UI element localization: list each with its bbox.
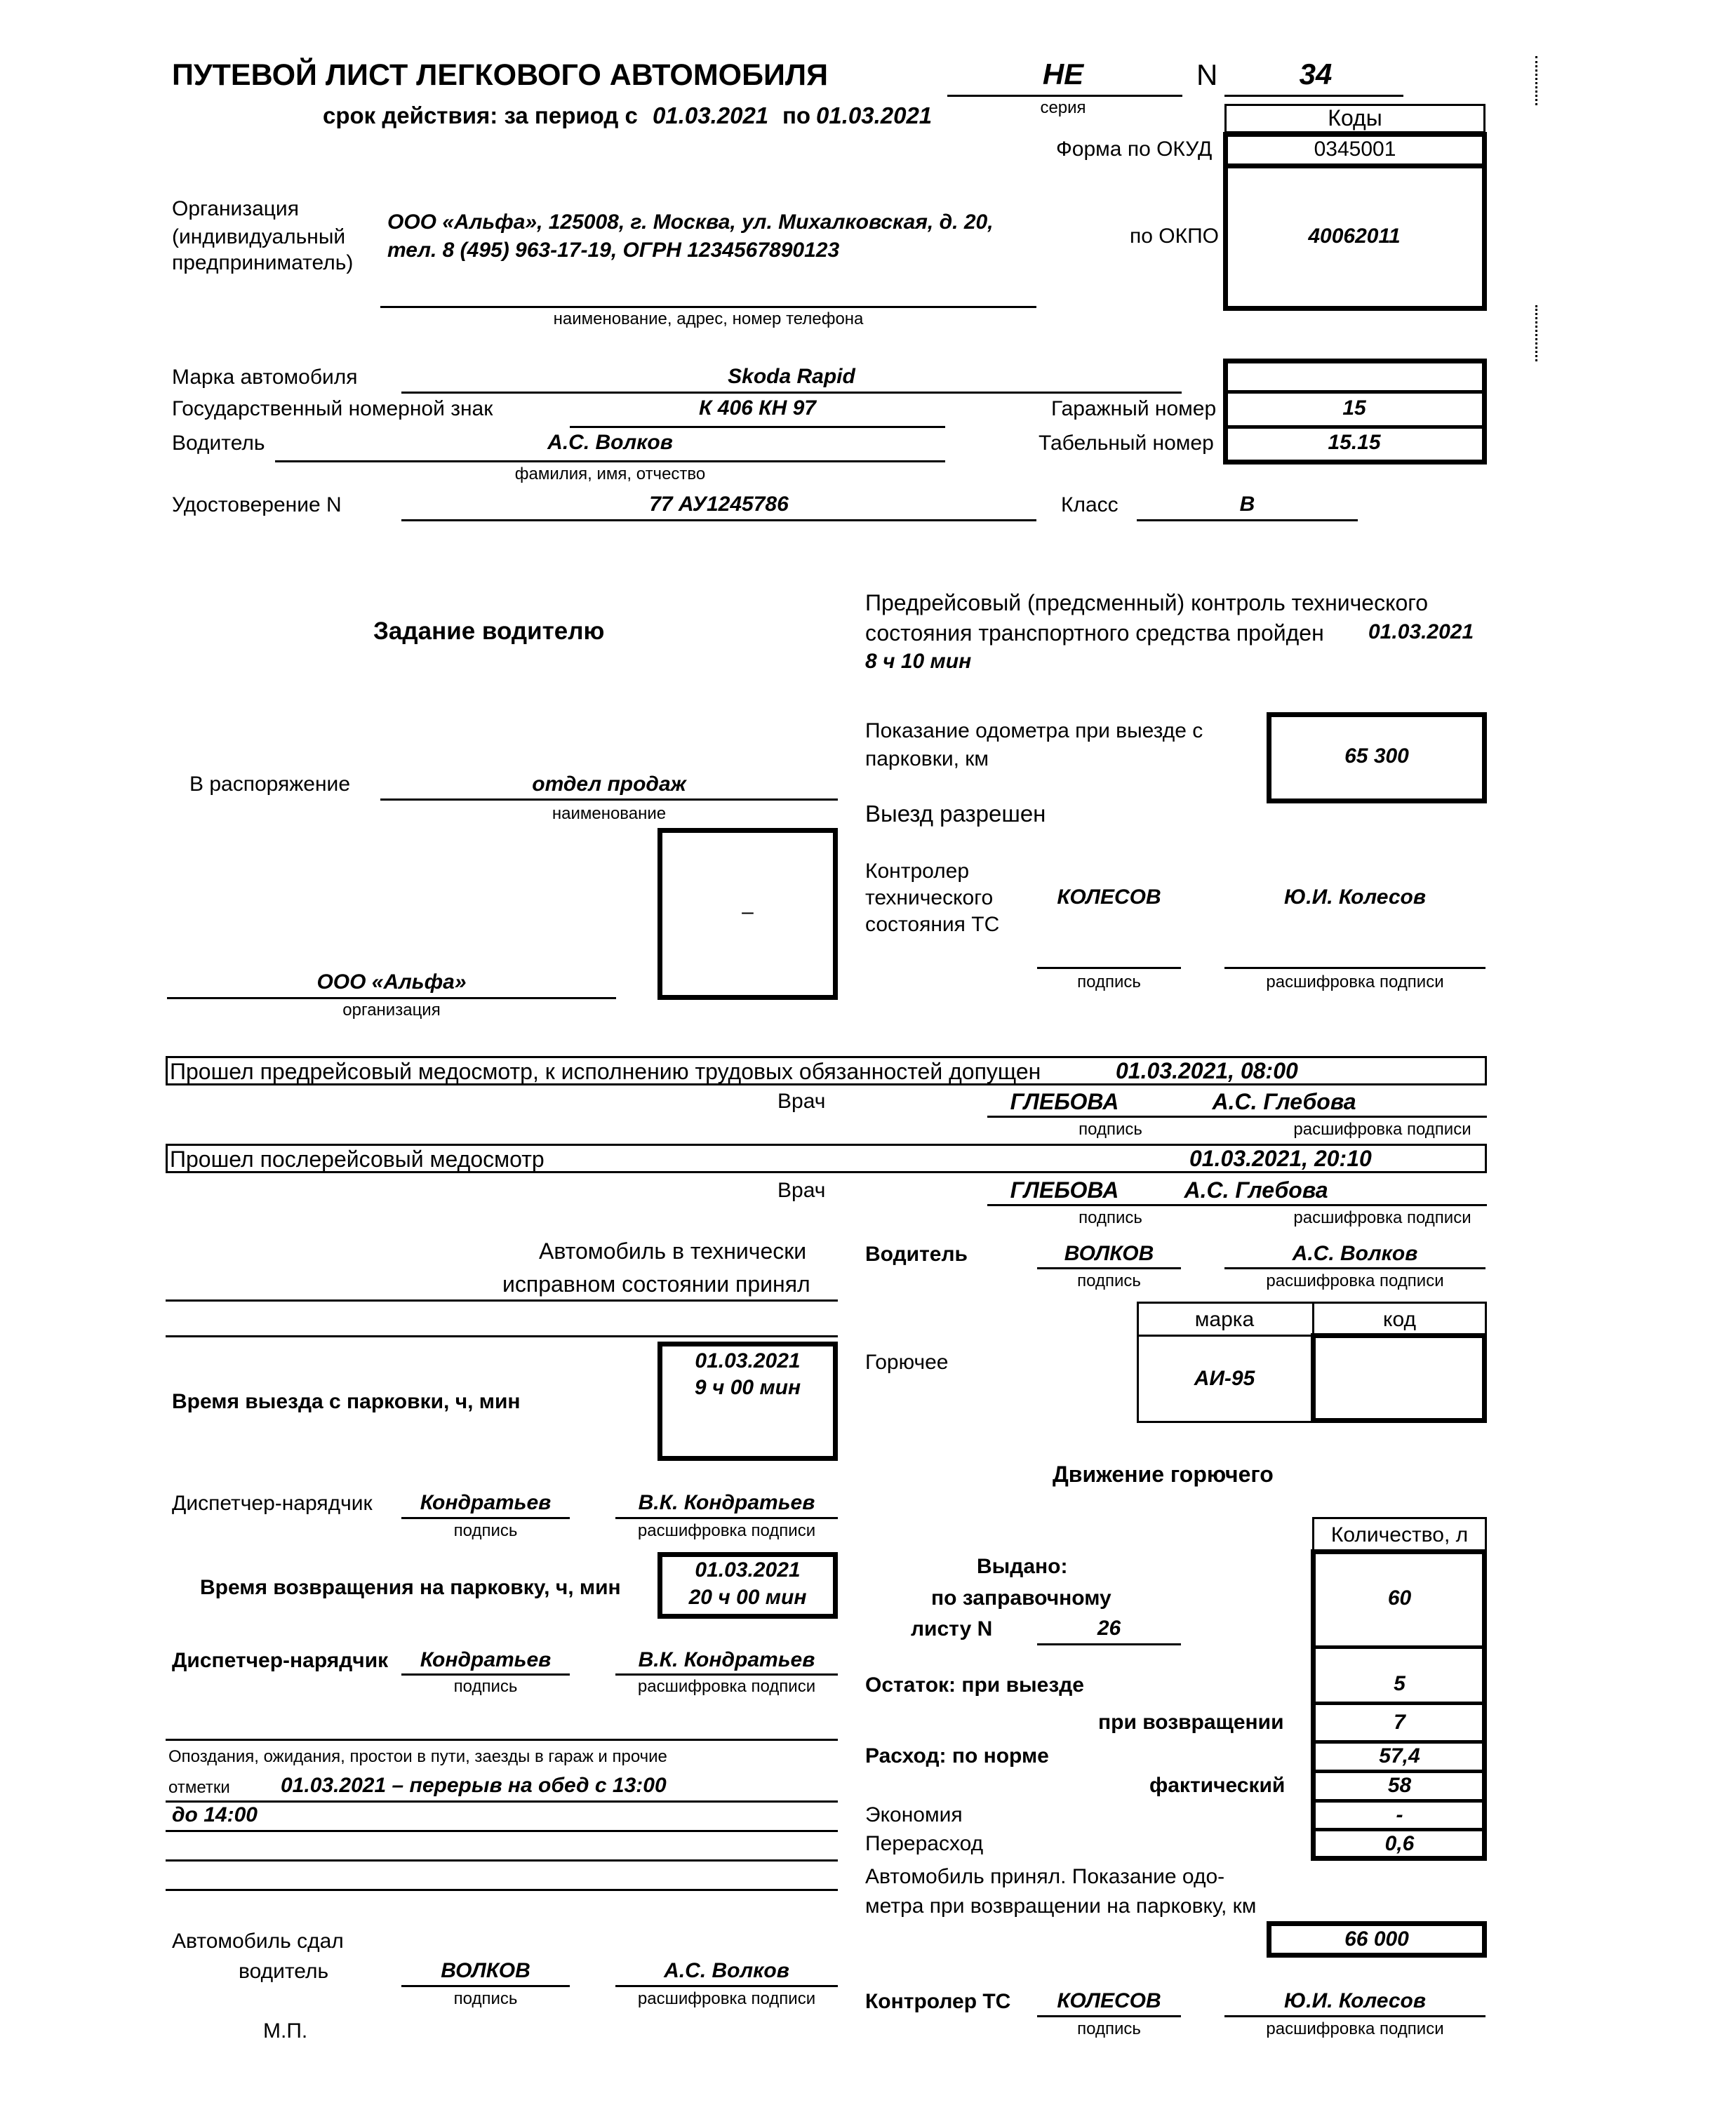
task-org-caption: организация [342, 1001, 441, 1020]
validity-label: срок действия: за период с [323, 102, 638, 128]
series-value: НЕ [1042, 58, 1084, 91]
margin-mark-top [1535, 56, 1537, 105]
odometer-label-1: Показание одометра при выезде с [865, 719, 1203, 742]
post-doctor-name-line [1187, 1204, 1487, 1206]
qty-divider-1 [1311, 1645, 1487, 1649]
notes-text-2: до 14:00 [172, 1803, 258, 1826]
vehicle-codes-divider-2 [1223, 425, 1487, 429]
driver-value: А.С. Волков [547, 431, 673, 454]
vehicle-codes-divider-1 [1223, 390, 1487, 394]
pre-medical-datetime: 01.03.2021, 08:00 [1116, 1058, 1298, 1083]
tab-label: Табельный номер [1039, 432, 1214, 455]
final-controller-sig-line [1037, 2015, 1181, 2017]
plate-label: Государственный номерной знак [172, 397, 493, 420]
acceptance-driver-name: А.С. Волков [1292, 1242, 1418, 1265]
notes-line-1 [166, 1800, 838, 1803]
rest-return-value: 7 [1394, 1711, 1406, 1734]
post-medical-datetime: 01.03.2021, 20:10 [1189, 1146, 1372, 1171]
class-line [1137, 519, 1358, 521]
return-name-line [615, 1673, 838, 1676]
post-doctor-signature: ГЛЕБОВА [1010, 1177, 1119, 1203]
precheck-text-2: состояния транспортного средства пройден [865, 620, 1324, 646]
acceptance-sig-caption: подпись [1077, 1271, 1141, 1290]
controller-label-2: технического [865, 886, 994, 909]
acceptance-driver-signature: ВОЛКОВ [1064, 1242, 1154, 1265]
date-to: 01.03.2021 [816, 102, 933, 128]
controller-name-caption: расшифровка подписи [1266, 973, 1444, 991]
precheck-text-1: Предрейсовый (предсменный) контроль технического [865, 590, 1428, 615]
post-medical-text: Прошел послерейсовый медосмотр [170, 1147, 545, 1172]
to-label: по [782, 102, 811, 128]
return-name-caption: расшифровка подписи [637, 1677, 816, 1696]
overrun-value: 0,6 [1384, 1832, 1415, 1855]
notes-top-line [166, 1739, 838, 1741]
handed-label-1: Автомобиль сдал [172, 1930, 344, 1953]
final-driver-name: А.С. Волков [664, 1959, 789, 1982]
notes-line-2 [166, 1830, 838, 1832]
return-date: 01.03.2021 [695, 1558, 801, 1582]
task-org-line [167, 997, 616, 999]
codes-title: Коды [1328, 105, 1382, 131]
garage-value: 15 [1342, 396, 1366, 420]
okpo-label: по ОКПО [1130, 225, 1219, 248]
handed-label-2: водитель [239, 1960, 329, 1983]
odometer-value: 65 300 [1344, 744, 1409, 768]
post-doctor-label: Врач [777, 1179, 826, 1202]
norm-value: 57,4 [1379, 1744, 1420, 1767]
disposal-line [380, 798, 838, 801]
org-caption: наименование, адрес, номер телефона [553, 309, 864, 328]
post-doctor-name-caption: расшифровка подписи [1293, 1208, 1471, 1227]
final-controller-name-line [1224, 2015, 1485, 2017]
org-line-1: ООО «Альфа», 125008, г. Москва, ул. Михалковская, д. 20, [387, 210, 994, 234]
odometer-return-value: 66 000 [1344, 1927, 1409, 1951]
qty-divider-2 [1311, 1702, 1487, 1705]
brand-value: Skoda Rapid [728, 365, 855, 388]
controller-name: Ю.И. Колесов [1284, 886, 1426, 909]
task-org-value: ООО «Альфа» [316, 970, 467, 994]
org-underline [380, 306, 1036, 308]
acceptance-sig-line [1037, 1267, 1181, 1269]
pre-doctor-name-line [1187, 1116, 1487, 1118]
actual-label: фактический [1149, 1774, 1286, 1797]
class-value: В [1239, 493, 1255, 516]
final-controller-sig-caption: подпись [1077, 2019, 1141, 2038]
qty-divider-5 [1311, 1799, 1487, 1803]
rest-departure-value: 5 [1394, 1672, 1406, 1695]
notes-line-3 [166, 1859, 838, 1862]
org-label-3: предприниматель) [172, 251, 354, 274]
page-title: ПУТЕВОЙ ЛИСТ ЛЕГКОВОГО АВТОМОБИЛЯ [172, 58, 828, 92]
departure-sig-line [401, 1517, 570, 1519]
final-controller-signature: КОЛЕСОВ [1057, 1989, 1161, 2012]
plate-line [570, 426, 945, 428]
fuel-movement-title: Движение горючего [1053, 1462, 1274, 1487]
departure-sig-caption: подпись [453, 1521, 518, 1540]
fuel-label: Горючее [865, 1351, 949, 1374]
fuel-brand-header: марка [1194, 1308, 1255, 1331]
return-time: 20 ч 00 мин [688, 1586, 807, 1609]
post-doctor-sig-line [987, 1204, 1187, 1206]
qty-divider-3 [1311, 1740, 1487, 1744]
qty-divider-4 [1311, 1770, 1487, 1773]
okud-label: Форма по ОКУД [1056, 138, 1213, 161]
controller-sig-caption: подпись [1077, 973, 1141, 991]
acceptance-text-2: исправном состоянии принял [502, 1271, 810, 1297]
return-dispatcher-name: В.К. Кондратьев [638, 1648, 815, 1671]
disposal-caption: наименование [552, 804, 667, 823]
task-box-value: – [742, 900, 754, 923]
stamp-label: М.П. [263, 2019, 308, 2043]
license-line [401, 519, 1036, 521]
disposal-label: В распоряжение [189, 773, 350, 796]
license-value: 77 АУ1245786 [649, 493, 789, 516]
driver-line [275, 460, 945, 462]
departure-dispatcher-name: В.К. Кондратьев [638, 1491, 815, 1514]
overrun-label: Перерасход [865, 1832, 984, 1855]
final-driver-sig-caption: подпись [453, 1989, 518, 2008]
final-controller-name: Ю.И. Колесов [1284, 1989, 1426, 2012]
issued-label-2: по заправочному [931, 1586, 1111, 1610]
controller-label-1: Контролер [865, 860, 970, 883]
final-controller-label: Контролер ТС [865, 1990, 1011, 2013]
departure-label: Время выезда с парковки, ч, мин [172, 1390, 521, 1413]
controller-sig-line [1037, 967, 1181, 969]
task-title: Задание водителю [373, 617, 605, 645]
pre-doctor-name: А.С. Глебова [1212, 1089, 1356, 1114]
final-controller-name-caption: расшифровка подписи [1266, 2019, 1444, 2038]
issued-label-1: Выдано: [977, 1555, 1068, 1578]
pre-medical-text: Прошел предрейсовый медосмотр, к исполнению трудовых обязанностей допущен [170, 1059, 1041, 1084]
tab-value: 15.15 [1328, 431, 1381, 454]
garage-label: Гаражный номер [1051, 397, 1217, 420]
pre-doctor-sig-line [987, 1116, 1187, 1118]
precheck-time: 8 ч 10 мин [865, 650, 972, 673]
brand-label: Марка автомобиля [172, 366, 358, 389]
okpo-value: 40062011 [1308, 225, 1401, 248]
return-sig-caption: подпись [453, 1677, 518, 1696]
issued-label-3: листу N [911, 1617, 993, 1640]
plate-value: К 406 КН 97 [699, 396, 816, 420]
final-driver-sig-line [401, 1985, 570, 1987]
fuel-code-header: код [1383, 1308, 1416, 1331]
acceptance-name-caption: расшифровка подписи [1266, 1271, 1444, 1290]
driver-caption: фамилия, имя, отчество [514, 465, 706, 483]
accepted-text-1: Автомобиль принял. Показание одо- [865, 1865, 1225, 1888]
notes-label-2: отметки [168, 1778, 230, 1797]
actual-value: 58 [1387, 1774, 1412, 1797]
qty-divider-6 [1311, 1828, 1487, 1831]
rest-departure-label: Остаток: при выезде [865, 1673, 1084, 1697]
accepted-text-2: метра при возвращении на парковку, км [865, 1894, 1257, 1918]
post-doctor-sig-caption: подпись [1079, 1208, 1142, 1227]
series-line [947, 95, 1182, 97]
departure-name-line [615, 1517, 838, 1519]
economy-label: Экономия [865, 1803, 963, 1826]
final-driver-name-caption: расшифровка подписи [637, 1989, 816, 2008]
controller-signature: КОЛЕСОВ [1057, 886, 1161, 909]
departure-dispatcher-signature: Кондратьев [420, 1491, 552, 1514]
qty-header: Количество, л [1330, 1523, 1469, 1546]
org-label-1: Организация [172, 197, 299, 220]
acceptance-line-2 [166, 1335, 838, 1337]
norm-label: Расход: по норме [865, 1744, 1049, 1767]
return-dispatcher-signature: Кондратьев [420, 1648, 552, 1671]
odometer-label-2: парковки, км [865, 747, 989, 770]
exit-allowed: Выезд разрешен [865, 801, 1046, 827]
final-driver-name-line [615, 1985, 838, 1987]
pre-doctor-signature: ГЛЕБОВА [1010, 1089, 1119, 1114]
acceptance-text-1: Автомобиль в технически [539, 1238, 807, 1264]
org-line-2: тел. 8 (495) 963-17-19, ОГРН 1234567890123 [387, 239, 840, 262]
pre-doctor-name-caption: расшифровка подписи [1293, 1120, 1471, 1139]
notes-text-1: 01.03.2021 – перерыв на обед с 13:00 [281, 1774, 667, 1797]
rest-return-label: при возвращении [1098, 1711, 1284, 1734]
controller-label-3: состояния ТС [865, 913, 1000, 936]
return-dispatcher-label: Диспетчер-нарядчик [172, 1649, 389, 1672]
acceptance-line-1 [166, 1299, 838, 1302]
issued-value: 60 [1387, 1586, 1412, 1610]
final-driver-signature: ВОЛКОВ [441, 1959, 530, 1982]
margin-mark-middle [1535, 305, 1537, 361]
notes-line-4 [166, 1889, 838, 1891]
date-from: 01.03.2021 [653, 102, 769, 128]
return-label: Время возвращения на парковку, ч, мин [200, 1576, 621, 1599]
acceptance-name-line [1224, 1267, 1485, 1269]
precheck-date: 01.03.2021 [1368, 620, 1474, 643]
brand-line [401, 392, 1182, 394]
org-label-2: (индивидуальный [172, 225, 346, 248]
series-caption: серия [1040, 98, 1086, 117]
driver-label: Водитель [172, 432, 265, 455]
notes-label-1: Опоздания, ожидания, простои в пути, заезды в гараж и прочие [168, 1747, 667, 1766]
number-label: N [1196, 58, 1218, 91]
number-line [1224, 95, 1403, 97]
fuel-brand-value: АИ-95 [1194, 1367, 1255, 1390]
okud-value: 0345001 [1314, 138, 1396, 161]
fuel-sheet-line [1037, 1643, 1181, 1645]
pre-doctor-label: Врач [777, 1090, 826, 1113]
controller-name-line [1224, 967, 1485, 969]
post-doctor-name: А.С. Глебова [1184, 1177, 1328, 1203]
departure-dispatcher-label: Диспетчер-нарядчик [172, 1492, 373, 1515]
class-label: Класс [1061, 493, 1119, 516]
departure-date: 01.03.2021 [695, 1349, 801, 1372]
fuel-sheet-number: 26 [1097, 1617, 1121, 1640]
pre-doctor-sig-caption: подпись [1079, 1120, 1142, 1139]
number-value: 34 [1299, 58, 1333, 91]
departure-name-caption: расшифровка подписи [637, 1521, 816, 1540]
license-label: Удостоверение N [172, 493, 342, 516]
economy-value: - [1396, 1803, 1403, 1826]
fuel-code-box [1311, 1333, 1487, 1423]
acceptance-driver-label: Водитель [865, 1243, 968, 1266]
return-sig-line [401, 1673, 570, 1676]
departure-time: 9 ч 00 мин [694, 1376, 801, 1399]
disposal-value: отдел продаж [532, 773, 686, 796]
